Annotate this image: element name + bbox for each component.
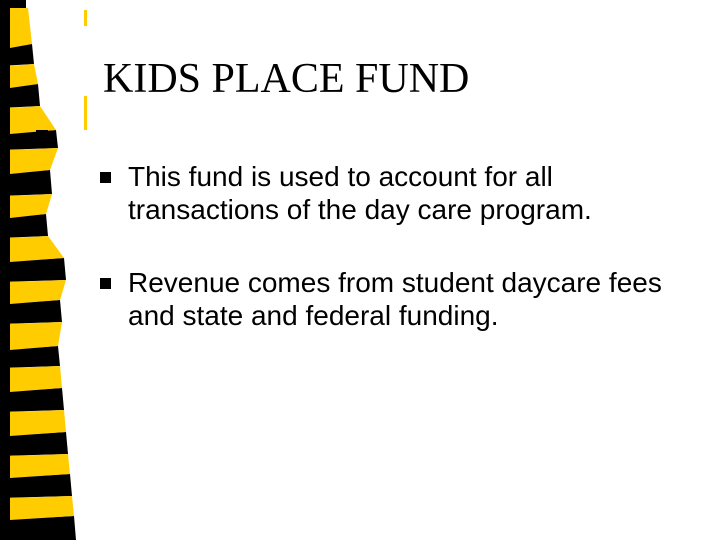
bullet-item-fund-purpose (100, 160, 690, 226)
bullet-item-revenue-source (100, 266, 690, 332)
title-underline-tick (36, 130, 48, 132)
bullet-text: Revenue comes from student daycare fees and state and federal funding. (128, 267, 662, 331)
bullet-text: This fund is used to account for all transactions of the day care program. (128, 161, 592, 225)
slide-title: KIDS PLACE FUND (103, 56, 470, 102)
square-bullet-icon (100, 278, 111, 289)
bullet-list (100, 160, 690, 332)
title-accent-bar-top (84, 10, 87, 26)
decorative-stripe (0, 0, 90, 540)
title-accent-bar-bottom (84, 96, 87, 130)
square-bullet-icon (100, 172, 111, 183)
